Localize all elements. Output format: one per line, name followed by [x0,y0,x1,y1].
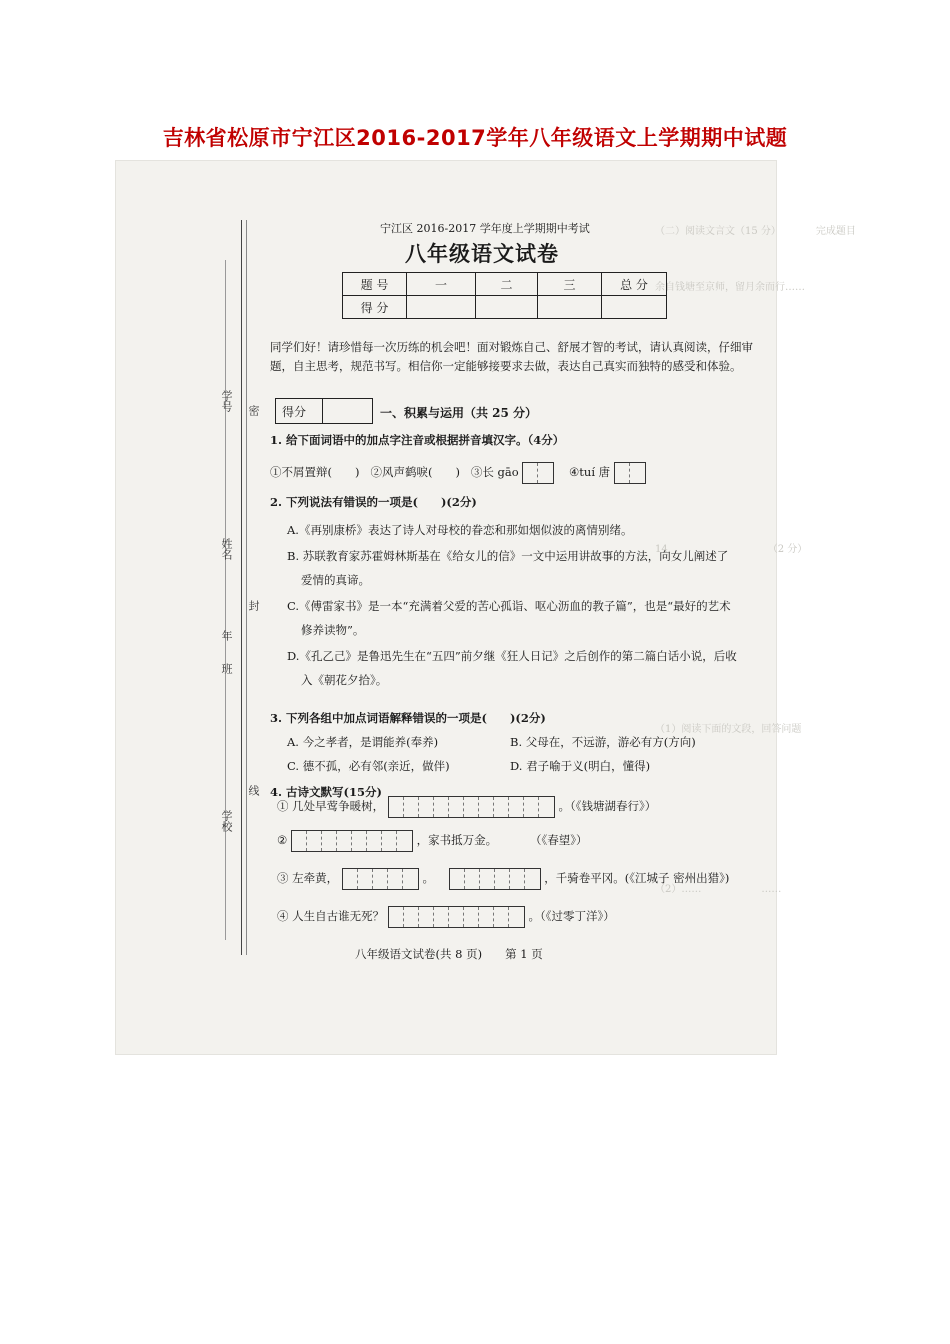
bleed-through-text: （2）…… …… [655,884,782,895]
score-table-row-label: 得 分 [343,296,407,319]
exam-subtitle: 宁江区 2016-2017 学年度上学期期中考试 [380,222,590,235]
q1-item: ②风声鹤唳( ) [370,465,460,479]
student-name-label: 姓名 [220,538,233,560]
q3-option-b: B. 父母在，不远游，游必有方(方向) [510,735,696,749]
q2-option-c-cont: 修养读物”。 [301,623,365,637]
q4-4-source: 。（《过零丁洋》） [528,909,615,923]
binding-line [246,220,247,955]
q3-option-d: D. 君子喻于义(明白，懂得) [510,759,651,773]
q4-3-source: ，千骑卷平冈。(《江城子 密州出猎》) [544,871,730,885]
q2-option-b-cont: 爱情的真谛。 [301,573,370,587]
q4-line-1 [277,792,656,820]
q4-1-text: ① 几处早莺争暖树， [277,799,385,813]
score-table-header: 总 分 [602,273,667,296]
fill-line [225,260,226,940]
seal-char-xian: 线 [247,785,260,796]
q4-3-text-b: 。 [422,871,434,885]
bleed-through-text: 余自钱塘至京师，留月余而行…… [655,282,805,293]
score-cell[interactable] [476,296,538,319]
q1-item: ④tuí 唐 [568,465,611,479]
q1-item: ①不屑置辩( ) [270,465,360,479]
section-score-label: 得分 [282,405,307,419]
q4-1-source: 。（《钱塘湖春行》） [558,799,657,813]
answer-grid[interactable] [388,906,525,928]
q4-2-text: ② [277,833,288,847]
score-table-header: 一 [407,273,476,296]
q1-item: ③长 gāo [470,465,519,479]
q4-line-4 [277,902,615,930]
q4-2-text-b: ，家书抵万金。 [416,833,498,847]
question-1-items [270,462,646,484]
answer-grid[interactable] [342,868,419,890]
bleed-through-text: （1）阅读下面的文段，回答问题 [655,724,802,735]
answer-box[interactable] [522,462,554,484]
student-id-label: 学号 [220,390,233,412]
seal-char-feng: 封 [247,600,260,611]
score-cell[interactable] [407,296,476,319]
exam-instructions: 同学们好！请珍惜每一次历练的机会吧！面对锻炼自己、舒展才智的考试，请认真阅读，仔细审题，自主思考，规范书写。相信你一定能够接要求去做，表达自己真实而独特的感受和体验。 [270,340,753,373]
binding-line [241,220,242,955]
q4-3-text: ③ 左牵黄， [277,871,339,885]
score-table-header: 题 号 [343,273,407,296]
q2-option-c: C.《傅雷家书》是一本“充满着父爱的苦心孤诣、呕心沥血的教子篇”，也是“最好的艺术 [287,599,731,613]
bleed-through-text: （二）阅读文言文（15 分） 完成题目 [655,226,856,237]
answer-box[interactable] [614,462,646,484]
exam-title: 八年级语文试卷 [405,242,559,266]
document-title: 吉林省松原市宁江区2016-2017学年八年级语文上学期期中试题 [162,126,788,150]
section-heading: 一、积累与运用（共 25 分） [380,406,538,420]
q4-2-source: （《春望》） [530,833,588,847]
score-table [342,272,667,319]
q3-option-a: A. 今之孝者，是谓能养(奉养) [287,735,439,749]
score-table-header: 三 [538,273,602,296]
question-3: 3. 下列各组中加点词语解释错误的一项是( )(2分) [270,711,546,725]
question-1: 1. 给下面词语中的加点字注音或根据拼音填汉字。（4分） [270,433,565,447]
answer-grid[interactable] [388,796,555,818]
score-cell[interactable] [602,296,667,319]
score-table-header: 二 [476,273,538,296]
score-cell[interactable] [538,296,602,319]
bleed-through-text: 14． （2 分） [655,544,808,555]
q2-option-a: A.《再别康桥》表达了诗人对母校的眷恋和那如烟似波的离情别绪。 [287,523,633,537]
question-4: 4. 古诗文默写(15分) [270,785,382,799]
q4-line-2 [277,826,588,854]
answer-grid[interactable] [291,830,413,852]
school-label: 学校 [220,810,233,832]
page-footer: 八年级语文试卷(共 8 页) 第 1 页 [355,947,543,961]
q4-4-text: ④ 人生自古谁无死？ [277,909,385,923]
q2-option-d-cont: 入《朝花夕拾》。 [301,673,388,687]
answer-grid[interactable] [449,868,541,890]
section-score-box[interactable] [275,398,373,424]
seal-char-mi: 密 [247,405,260,416]
q2-option-b: B. 苏联教育家苏霍姆林斯基在《给女儿的信》一文中运用讲故事的方法，向女儿阐述了 [287,549,729,563]
q3-option-c: C. 德不孤，必有邻(亲近，做伴) [287,759,450,773]
class-label: 年 班 [220,630,233,674]
q2-option-d: D.《孔乙己》是鲁迅先生在“五四”前夕继《狂人日记》之后创作的第二篇白话小说，后收 [287,649,737,663]
q4-line-3 [277,864,729,892]
scanned-exam-page [115,160,856,1055]
question-2: 2. 下列说法有错误的一项是( )(2分) [270,495,477,509]
